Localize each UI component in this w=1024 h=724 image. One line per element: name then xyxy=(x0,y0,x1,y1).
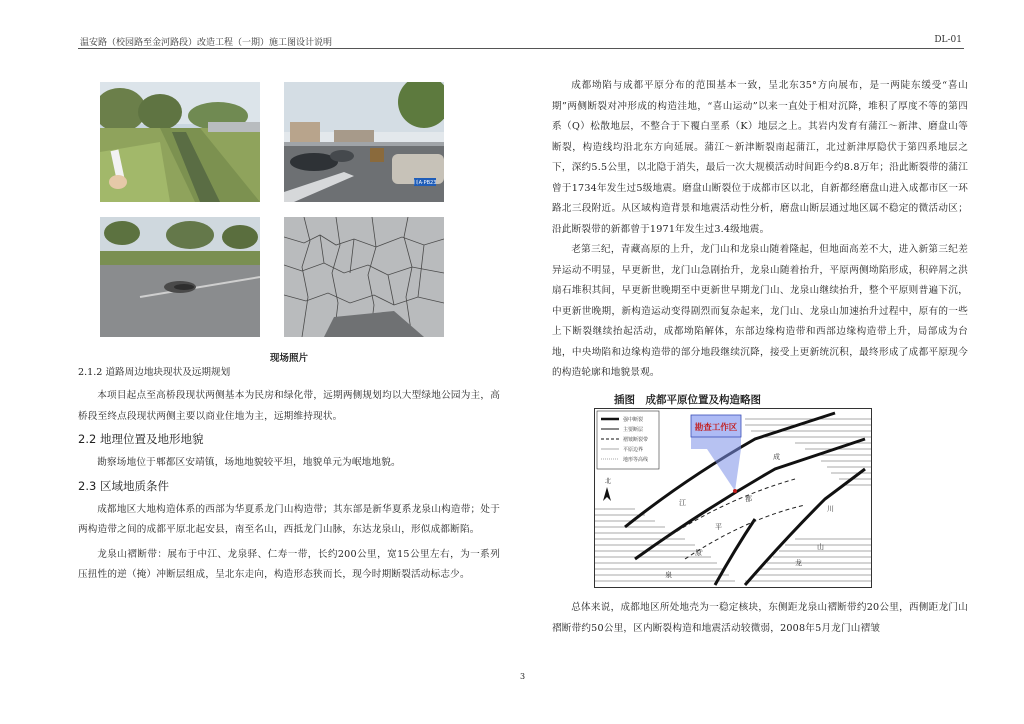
north-label: 北 xyxy=(605,478,612,485)
work-area-label: 勘查工作区 xyxy=(694,423,738,433)
section-2-3-title: 2.3 区域地质条件 xyxy=(78,478,169,493)
section-2-3-para-2: 龙泉山褶断带：展布于中江、龙泉驿、仁寿一带，长约200公里，宽15公里左右，为一系列压扭性的逆（掩）冲断层组成，呈北东走向，构造形态狭而长，现今时期断裂活动标志少。 xyxy=(78,548,500,580)
section-2-2-body: 勘察场地位于郫都区安靖镇，场地地貌较平坦，地貌单元为岷地地貌。 xyxy=(97,457,401,468)
tectonic-para-1: 成都坳陷与成都平原分布的范围基本一致，呈北东35°方向展布，是一两陡东缓受“喜山期”两侧断裂对冲形成的构造洼地，“喜山运动”以来一直处于相对沉降，堆积了厚度不等的第四系（Q）松散地层，不整合于下覆白垩系（K）地层之上。其岩内发育有蒲江～新津、磨盘山等断裂，构造线均沿北东方向延展。蒲江～新津断裂南起蒲江，北过新津厚隐伏于第四系地层之下，深约5.5公里，以北隐于消失，最后一次大规模活动时间距今约8.8万年；沿此断裂带的蒲江曾于1734年发生过5级地震。磨盘山断裂位于成都市区以北，自新都经磨盘山进入成都市区一环路北三段附近。从区域构造背景和地震活动性分析，磨盘山断层通过地区属不稳定的微活动区；沿此断裂带的新都曾于1971年发生过3.4级地震。 xyxy=(552,80,968,235)
page-number: 3 xyxy=(520,672,526,681)
section-2-1-2 xyxy=(78,364,500,427)
tectonic-para-3: 总体来说，成都地区所处地壳为一稳定核块，东侧距龙泉山褶断带约20公里，西侧距龙门山褶断带约50公里，区内断裂构造和地震活动较微弱，2008年5月龙门山褶皱 xyxy=(552,602,968,634)
pothole-road-photo xyxy=(100,217,260,337)
map-place-4: 原 xyxy=(695,549,702,557)
cracked-pavement-photo xyxy=(284,217,444,337)
map-place-3: 平 xyxy=(715,523,722,531)
map-place-2: 都 xyxy=(745,495,752,503)
photo-caption: 现场照片 xyxy=(269,353,308,364)
roadside-ditch-photo xyxy=(100,82,260,202)
legend-item-5: 地形等高线 xyxy=(623,457,649,463)
right-column-tail xyxy=(552,598,968,639)
tectonic-para-2: 老第三纪，青藏高原的上升，龙门山和龙泉山随着隆起，但地面高差不大，进入新第三纪差异运动不明显，早更新世，龙门山急剧抬升，龙泉山随着抬升，平原两侧坳陷形成，积碎屑之洪扇石堆积其间，早更新世晚期至中更新世早期龙门山、龙泉山继续抬升，整个平原则普遍下沉，中更新世晚期，新构造运动变得剧烈而复杂起来，龙门山、龙泉山加速抬升过程中，原有的一些上下断裂继续抬起活动，成都坳陷解体，东部边缘构造带和西部边缘构造带上升，局部成为台地，中央坳陷和边缘构造带的部分地段继续沉降，接受上更新统沉积，最终形成了成都平原现今的构造轮廓和地貌景观。 xyxy=(552,244,968,378)
site-photo-grid xyxy=(78,78,500,364)
map-place-1: 成 xyxy=(773,453,780,461)
left-column xyxy=(78,78,500,586)
section-2-3 xyxy=(78,476,500,586)
legend-item-3: 褶皱断裂带 xyxy=(623,437,649,443)
section-2-1-2-body: 本项目起点至高桥段现状两侧基本为民房和绿化带，远期两侧规划均以大型绿地公园为主，高桥段至终点段现状两侧主要以商业住地为主，远期维持现状。 xyxy=(78,390,500,422)
right-column xyxy=(552,76,968,411)
header-divider xyxy=(78,48,964,49)
running-header-title: 温安路（校园路至金河路段）改造工程（一期）施工图设计说明 xyxy=(80,38,333,48)
chengdu-plain-tectonic-map xyxy=(594,408,872,588)
figure-title: 插图 成都平原位置及构造略图 xyxy=(614,393,761,406)
map-place-7: 山 xyxy=(817,543,824,551)
legend-item-4: 平原边界 xyxy=(623,447,644,453)
map-place-6: 江 xyxy=(679,499,686,507)
section-2-2-title: 2.2 地理位置及地形地貌 xyxy=(78,432,204,446)
section-2-1-2-title: 2.1.2 道路周边地块现状及远期规划 xyxy=(78,367,231,378)
map-place-9: 泉 xyxy=(665,571,672,579)
section-2-3-para-1: 成都地区大地构造体系的西部为华夏系龙门山构造带；其东部是新华夏系龙泉山构造带；处于两构造带之间的成都平原北起安县，南至名山，西抵龙门山脉，东达龙泉山，形似成都断陷。 xyxy=(78,503,500,535)
map-place-8: 龙 xyxy=(795,559,802,567)
legend-item-1: 强中断裂 xyxy=(623,417,644,423)
section-2-2 xyxy=(78,429,500,474)
intersection-traffic-photo xyxy=(284,82,444,202)
legend-item-2: 主要断层 xyxy=(623,427,644,433)
running-header-code: DL-01 xyxy=(934,35,962,45)
license-plate-text: 川A·PB23 xyxy=(413,180,437,186)
map-place-5: 川 xyxy=(827,505,834,513)
